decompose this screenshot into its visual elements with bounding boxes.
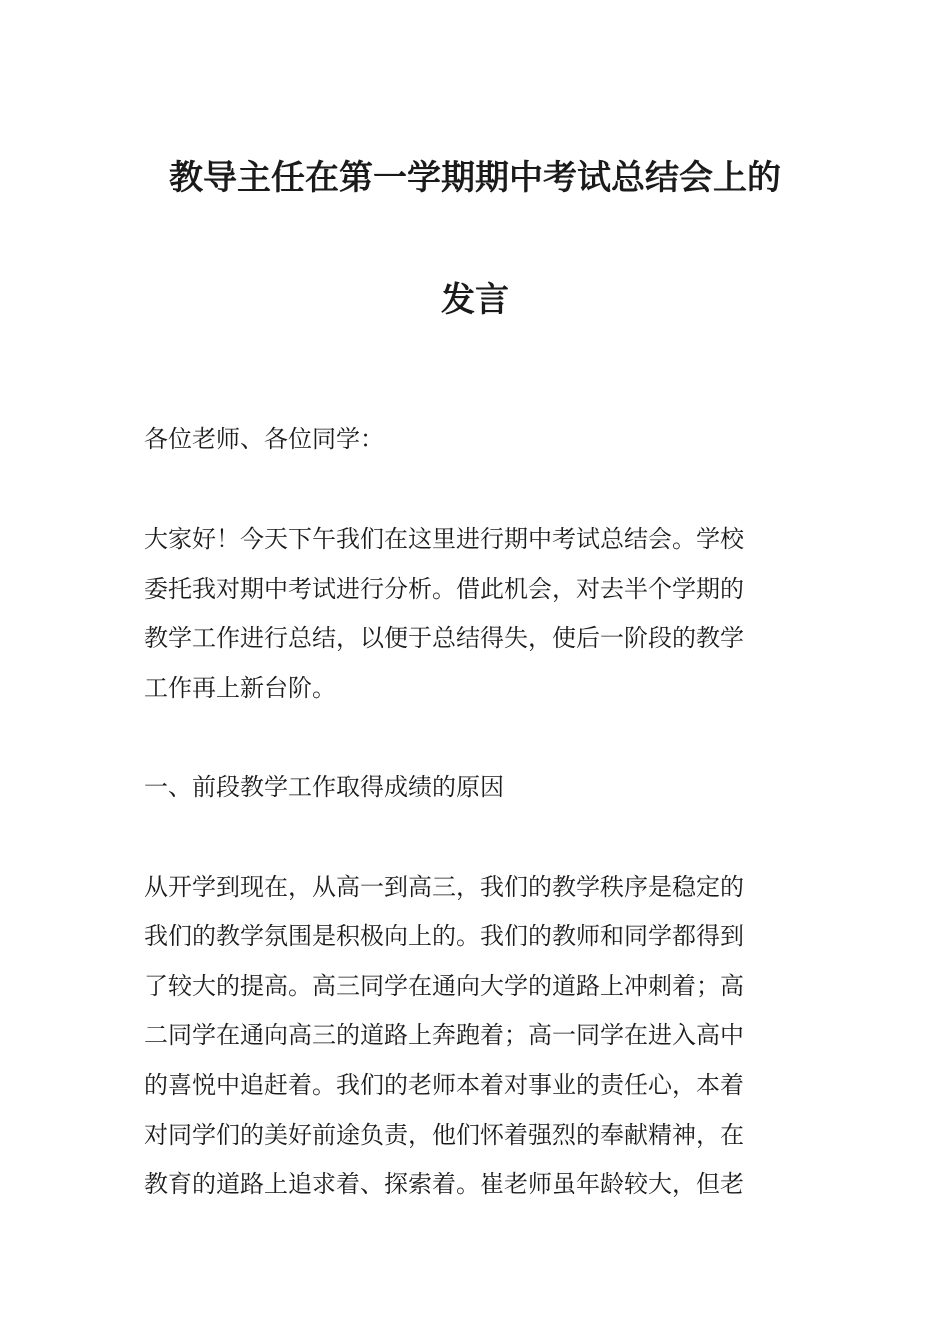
salutation: 各位老师、各位同学： <box>144 425 384 453</box>
paragraph-2-line-3: 了较大的提高。高三同学在通向大学的道路上冲刺着；高 <box>144 972 744 1000</box>
paragraph-2-line-2: 我们的教学氛围是积极向上的。我们的教师和同学都得到 <box>144 922 744 950</box>
document-title-line-1: 教导主任在第一学期期中考试总结会上的 <box>169 158 781 198</box>
paragraph-1-line-2: 委托我对期中考试进行分析。借此机会，对去半个学期的 <box>144 575 744 603</box>
document-title-line-2: 发言 <box>441 280 509 320</box>
section-heading: 一、前段教学工作取得成绩的原因 <box>144 773 504 801</box>
paragraph-1-line-4: 工作再上新台阶。 <box>144 674 336 702</box>
paragraph-1-line-3: 教学工作进行总结，以便于总结得失，使后一阶段的教学 <box>144 624 744 652</box>
paragraph-2-line-1: 从开学到现在，从高一到高三，我们的教学秩序是稳定的 <box>144 873 744 901</box>
paragraph-2-line-7: 教育的道路上追求着、探索着。崔老师虽年龄较大，但老 <box>144 1170 744 1198</box>
paragraph-2-line-5: 的喜悦中追赶着。我们的老师本着对事业的责任心，本着 <box>144 1071 744 1099</box>
paragraph-1-line-1: 大家好！今天下午我们在这里进行期中考试总结会。学校 <box>144 525 744 553</box>
paragraph-2-line-6: 对同学们的美好前途负责，他们怀着强烈的奉献精神，在 <box>144 1121 744 1149</box>
paragraph-2-line-4: 二同学在通向高三的道路上奔跑着；高一同学在进入高中 <box>144 1021 744 1049</box>
